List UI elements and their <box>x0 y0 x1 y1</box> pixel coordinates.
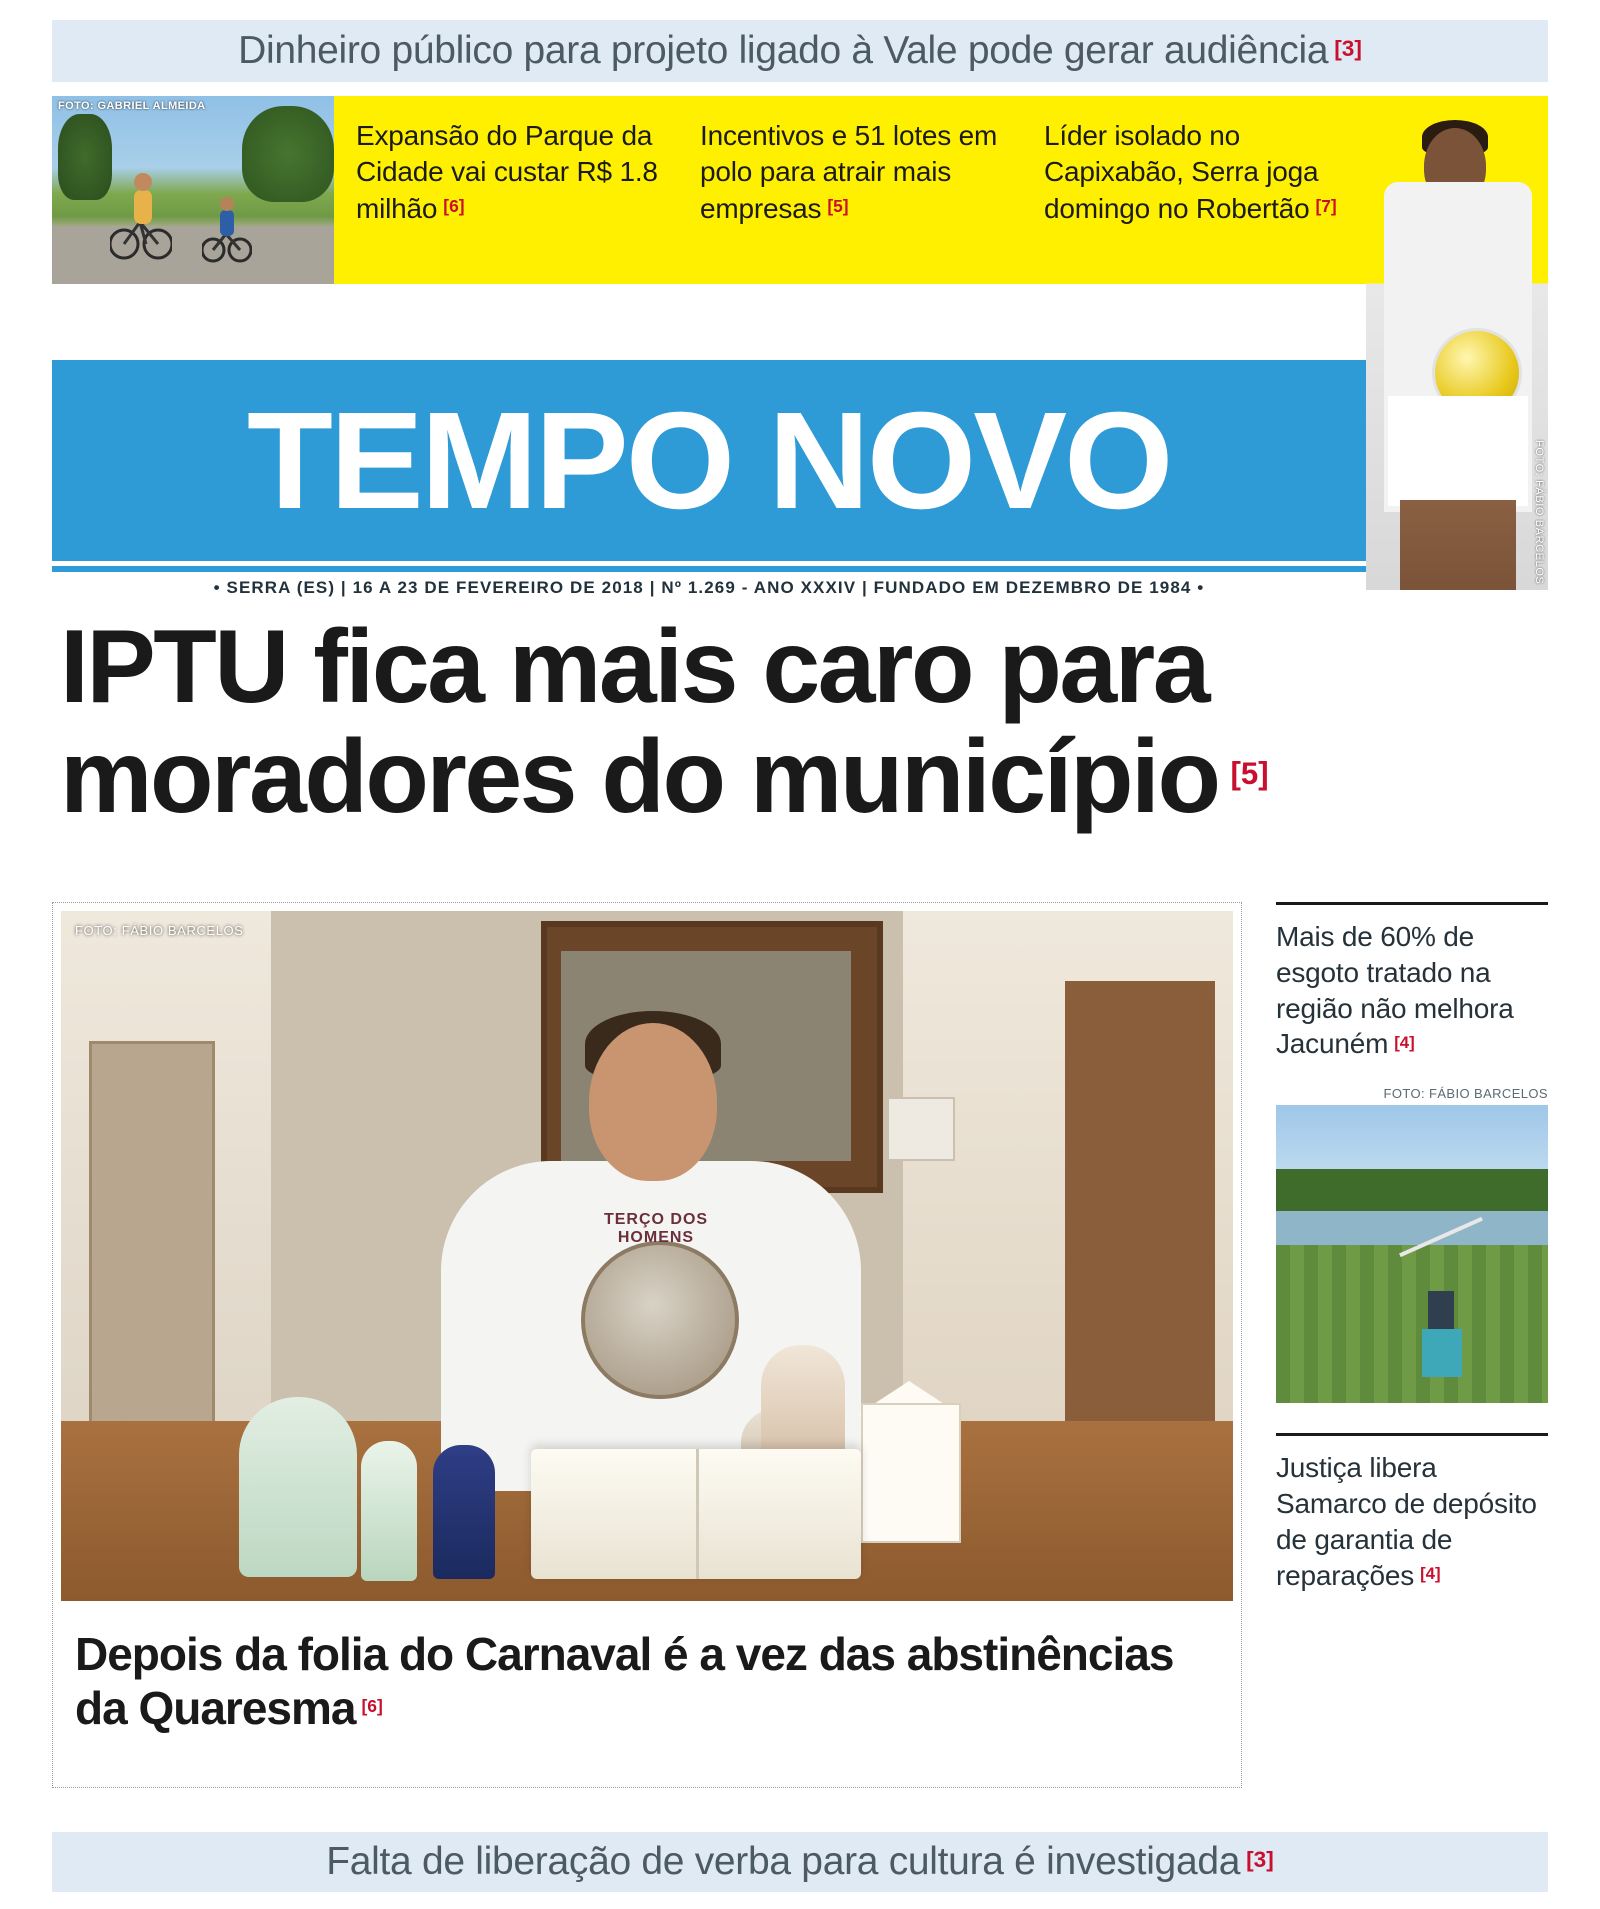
statue-small-green <box>361 1441 417 1581</box>
top-banner-text <box>238 29 1362 73</box>
statue-blue <box>433 1445 495 1579</box>
top-banner-page-ref: [3] <box>1334 35 1362 61</box>
teaser-item-2-text: Incentivos e 51 lotes em polo para atrair mais empresas <box>700 120 998 224</box>
teaser-item-3-text: Líder isolado no Capixabão, Serra joga domingo no Robertão <box>1044 120 1319 224</box>
rail-item-2-page-ref: [4] <box>1420 1564 1441 1584</box>
main-photo-caption <box>61 1627 1233 1736</box>
shirt-emblem <box>581 1241 739 1399</box>
masthead-title: TEMPO NOVO <box>247 383 1171 538</box>
rail-item-1[interactable] <box>1276 919 1548 1062</box>
right-rail <box>1276 902 1548 1594</box>
teaser-item-2[interactable] <box>678 96 1022 284</box>
bottom-banner-page-ref: [3] <box>1246 1846 1274 1872</box>
open-bible <box>531 1449 861 1579</box>
teaser-item-1[interactable] <box>334 96 678 284</box>
rail-divider-top <box>1276 902 1548 905</box>
cyclist-woman-icon <box>110 166 172 262</box>
teaser-yellow-panel <box>334 96 1366 284</box>
statue-madonna <box>239 1397 357 1577</box>
teaser-item-2-page-ref: [5] <box>827 196 849 217</box>
teaser-photo-player <box>1366 96 1548 590</box>
road-decoration <box>52 226 334 284</box>
main-photo-credit: FOTO: FÁBIO BARCELOS <box>75 923 244 938</box>
rail-photo-credit: FOTO: FÁBIO BARCELOS <box>1383 1086 1548 1102</box>
treeline <box>1276 1169 1548 1213</box>
tree-decoration <box>242 106 334 202</box>
teaser-item-1-text: Expansão do Parque da Cidade vai custar R$ 1.8 milhão <box>356 120 658 224</box>
vegetation <box>1276 1245 1548 1403</box>
main-photo <box>61 911 1233 1601</box>
main-photo-caption-text: Depois da folia do Carnaval é a vez das abstinências da Quaresma <box>75 1628 1174 1735</box>
tree-decoration <box>58 114 112 200</box>
bottom-banner <box>52 1832 1548 1892</box>
door-left <box>89 1041 215 1477</box>
player-shorts <box>1388 396 1528 506</box>
top-banner-headline: Dinheiro público para projeto ligado à Vale pode gerar audiência <box>238 29 1329 72</box>
main-photo-block <box>52 902 1242 1788</box>
bottom-banner-headline: Falta de liberação de verba para cultura é investigada <box>326 1840 1241 1883</box>
rail-item-1-text: Mais de 60% de esgoto tratado na região não melhora Jacuném <box>1276 921 1514 1060</box>
rail-item-2[interactable] <box>1276 1450 1548 1593</box>
person-skirt <box>1422 1329 1462 1377</box>
bottom-banner-text <box>326 1840 1274 1884</box>
rail-photo-lagoon <box>1276 1105 1548 1403</box>
wall-switch <box>887 1097 955 1161</box>
teaser-photo-credit: FOTO: GABRIEL ALMEIDA <box>58 100 206 112</box>
main-headline-page-ref: [5] <box>1230 756 1269 792</box>
teaser-item-3-page-ref: [7] <box>1315 196 1337 217</box>
cyclist-child-icon <box>202 192 252 264</box>
masthead-rule <box>52 566 1366 572</box>
teaser-photo-bikes <box>52 96 334 284</box>
family-plaque <box>861 1403 961 1543</box>
dateline: • SERRA (ES) | 16 A 23 DE FEVEREIRO DE 2018 | Nº 1.269 - ANO XXXIV | FUNDADO EM DEZEMBRO DE 1984 • <box>213 578 1205 597</box>
main-photo-caption-page-ref: [6] <box>361 1696 383 1717</box>
shirt-text: TERÇO DOS HOMENS <box>603 1211 709 1246</box>
player-legs <box>1400 500 1516 590</box>
person-torso <box>1428 1291 1454 1333</box>
masthead <box>52 360 1366 561</box>
top-banner <box>52 20 1548 82</box>
teaser-item-3[interactable] <box>1022 96 1366 284</box>
man-head <box>589 1023 717 1181</box>
rail-item-1-page-ref: [4] <box>1394 1033 1415 1053</box>
main-headline <box>60 609 1550 836</box>
main-headline-text: IPTU fica mais caro para moradores do município <box>60 609 1219 836</box>
player-photo-credit: FOTO: FÁBIO BARCELOS <box>1533 439 1545 584</box>
teaser-item-1-page-ref: [6] <box>443 196 465 217</box>
rail-item-2-text: Justiça libera Samarco de depósito de garantia de reparações <box>1276 1452 1537 1591</box>
rail-divider-bottom <box>1276 1433 1548 1436</box>
